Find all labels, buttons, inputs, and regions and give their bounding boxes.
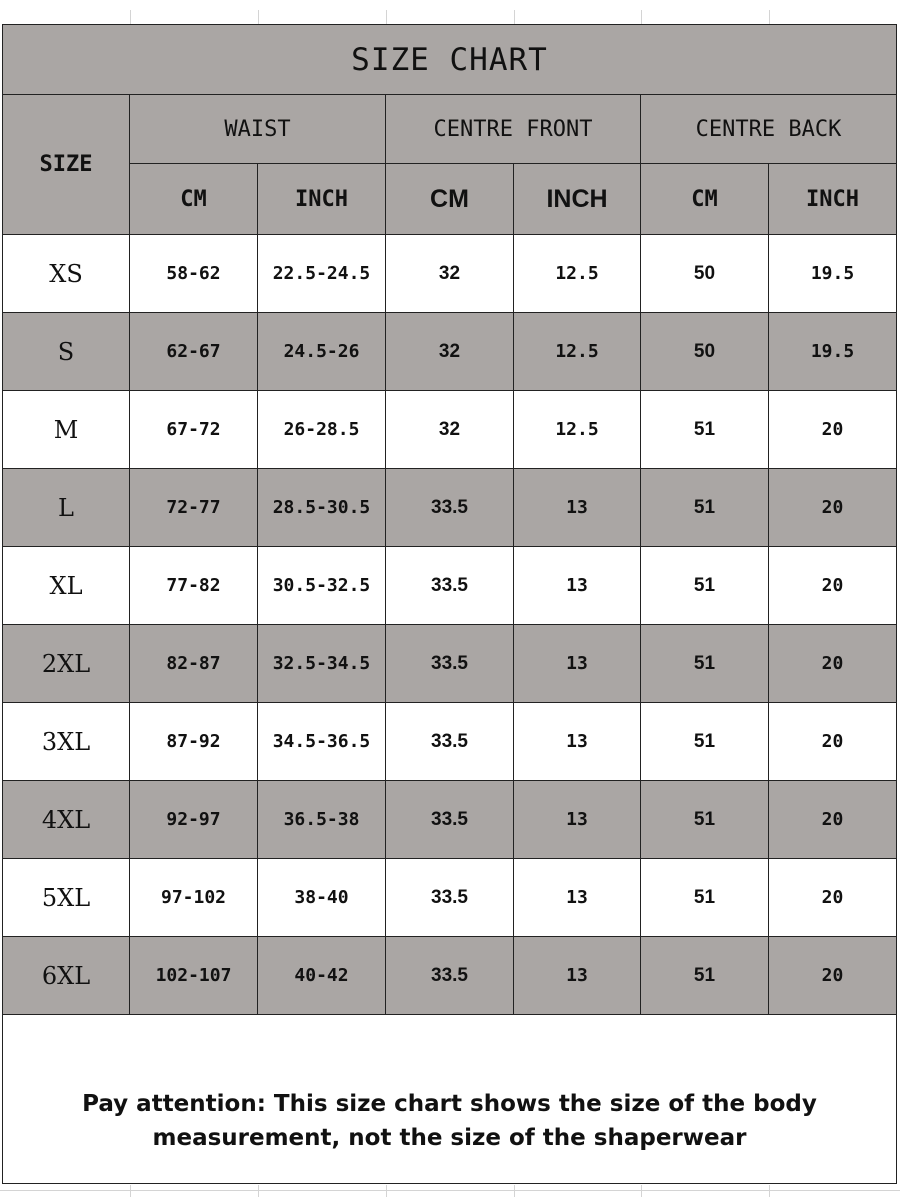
centre-front-inch-cell: 13: [514, 781, 641, 859]
table-row: [3, 313, 897, 391]
waist-cm-cell: 87-92: [130, 703, 258, 781]
table-row: [3, 547, 897, 625]
size-cell: 6XL: [3, 937, 130, 1015]
waist-cm-cell: 72-77: [130, 469, 258, 547]
waist-cm-cell: 102-107: [130, 937, 258, 1015]
centre-back-inch-cell: 20: [769, 859, 897, 937]
centre-back-inch-header: INCH: [769, 164, 897, 235]
centre-back-cm-cell: 51: [641, 703, 769, 781]
grid-guide: [514, 1185, 515, 1197]
size-cell: XS: [3, 235, 130, 313]
grid-guide: [514, 10, 515, 24]
centre-front-inch-cell: 13: [514, 625, 641, 703]
centre-back-inch-cell: 20: [769, 781, 897, 859]
grid-guide: [641, 10, 642, 24]
waist-inch-cell: 34.5-36.5: [258, 703, 386, 781]
centre-back-cm-cell: 51: [641, 859, 769, 937]
centre-front-inch-cell: 13: [514, 469, 641, 547]
centre-front-inch-cell: 13: [514, 703, 641, 781]
size-cell: S: [3, 313, 130, 391]
grid-guide: [130, 1185, 131, 1197]
centre-back-inch-cell: 20: [769, 391, 897, 469]
centre-front-cm-cell: 33.5: [386, 547, 514, 625]
size-chart-table: [2, 24, 897, 1184]
centre-front-inch-header: INCH: [514, 164, 641, 235]
chart-title: SIZE CHART: [3, 25, 897, 95]
table-row: [3, 625, 897, 703]
centre-back-inch-cell: 20: [769, 547, 897, 625]
size-cell: 2XL: [3, 625, 130, 703]
centre-back-cm-cell: 51: [641, 469, 769, 547]
centre-front-cm-cell: 33.5: [386, 781, 514, 859]
centre-front-cm-cell: 32: [386, 235, 514, 313]
centre-back-cm-cell: 51: [641, 937, 769, 1015]
note-line-1: Pay attention: This size chart shows the size of the body: [82, 1091, 817, 1117]
centre-back-cm-cell: 50: [641, 313, 769, 391]
table-row: [3, 859, 897, 937]
attention-note: [3, 1043, 896, 1155]
centre-front-cm-cell: 33.5: [386, 469, 514, 547]
table-row: [3, 235, 897, 313]
note-line-2: measurement, not the size of the shaperwear: [152, 1125, 747, 1151]
waist-inch-cell: 30.5-32.5: [258, 547, 386, 625]
grid-guide: [258, 10, 259, 24]
size-cell: M: [3, 391, 130, 469]
table-row: [3, 937, 897, 1015]
centre-back-inch-cell: 20: [769, 469, 897, 547]
waist-cm-cell: 92-97: [130, 781, 258, 859]
centre-back-cm-cell: 50: [641, 235, 769, 313]
centre-front-cm-cell: 33.5: [386, 703, 514, 781]
centre-back-cm-cell: 51: [641, 781, 769, 859]
waist-inch-cell: 32.5-34.5: [258, 625, 386, 703]
centre-back-inch-cell: 20: [769, 703, 897, 781]
centre-front-inch-cell: 13: [514, 547, 641, 625]
waist-cm-cell: 77-82: [130, 547, 258, 625]
waist-inch-cell: 40-42: [258, 937, 386, 1015]
size-cell: 4XL: [3, 781, 130, 859]
waist-cm-cell: 62-67: [130, 313, 258, 391]
waist-inch-cell: 26-28.5: [258, 391, 386, 469]
centre-front-inch-cell: 13: [514, 937, 641, 1015]
centre-back-inch-cell: 19.5: [769, 313, 897, 391]
waist-cm-cell: 82-87: [130, 625, 258, 703]
centre-front-cm-cell: 33.5: [386, 937, 514, 1015]
centre-back-inch-cell: 20: [769, 937, 897, 1015]
waist-inch-cell: 24.5-26: [258, 313, 386, 391]
grid-guide: [0, 1190, 900, 1191]
waist-cm-cell: 58-62: [130, 235, 258, 313]
centre-back-cm-header: CM: [641, 164, 769, 235]
centre-front-inch-cell: 12.5: [514, 313, 641, 391]
table-row: [3, 391, 897, 469]
grid-guide: [130, 10, 131, 24]
waist-inch-cell: 28.5-30.5: [258, 469, 386, 547]
size-cell: 5XL: [3, 859, 130, 937]
waist-inch-cell: 36.5-38: [258, 781, 386, 859]
waist-inch-header: INCH: [258, 164, 386, 235]
waist-cm-cell: 97-102: [130, 859, 258, 937]
centre-back-cm-cell: 51: [641, 625, 769, 703]
grid-guide: [386, 10, 387, 24]
note-cell: [3, 1015, 897, 1184]
centre-front-inch-cell: 13: [514, 859, 641, 937]
waist-inch-cell: 38-40: [258, 859, 386, 937]
waist-cm-header: CM: [130, 164, 258, 235]
centre-back-group-header: CENTRE BACK: [641, 95, 897, 164]
centre-front-group-header: CENTRE FRONT: [386, 95, 641, 164]
centre-back-inch-cell: 20: [769, 625, 897, 703]
centre-back-inch-cell: 19.5: [769, 235, 897, 313]
waist-group-header: WAIST: [130, 95, 386, 164]
size-cell: XL: [3, 547, 130, 625]
grid-guide: [769, 1185, 770, 1197]
centre-front-cm-cell: 32: [386, 391, 514, 469]
table-row: [3, 469, 897, 547]
table-row: [3, 703, 897, 781]
centre-front-cm-cell: 32: [386, 313, 514, 391]
centre-back-cm-cell: 51: [641, 547, 769, 625]
centre-front-inch-cell: 12.5: [514, 235, 641, 313]
size-cell: L: [3, 469, 130, 547]
table-row: [3, 781, 897, 859]
size-cell: 3XL: [3, 703, 130, 781]
centre-back-cm-cell: 51: [641, 391, 769, 469]
grid-guide: [641, 1185, 642, 1197]
grid-guide: [258, 1185, 259, 1197]
waist-inch-cell: 22.5-24.5: [258, 235, 386, 313]
waist-cm-cell: 67-72: [130, 391, 258, 469]
centre-front-cm-cell: 33.5: [386, 625, 514, 703]
centre-front-cm-header: CM: [386, 164, 514, 235]
size-column-header: SIZE: [3, 95, 130, 235]
centre-front-cm-cell: 33.5: [386, 859, 514, 937]
grid-guide: [769, 10, 770, 24]
grid-guide: [386, 1185, 387, 1197]
centre-front-inch-cell: 12.5: [514, 391, 641, 469]
